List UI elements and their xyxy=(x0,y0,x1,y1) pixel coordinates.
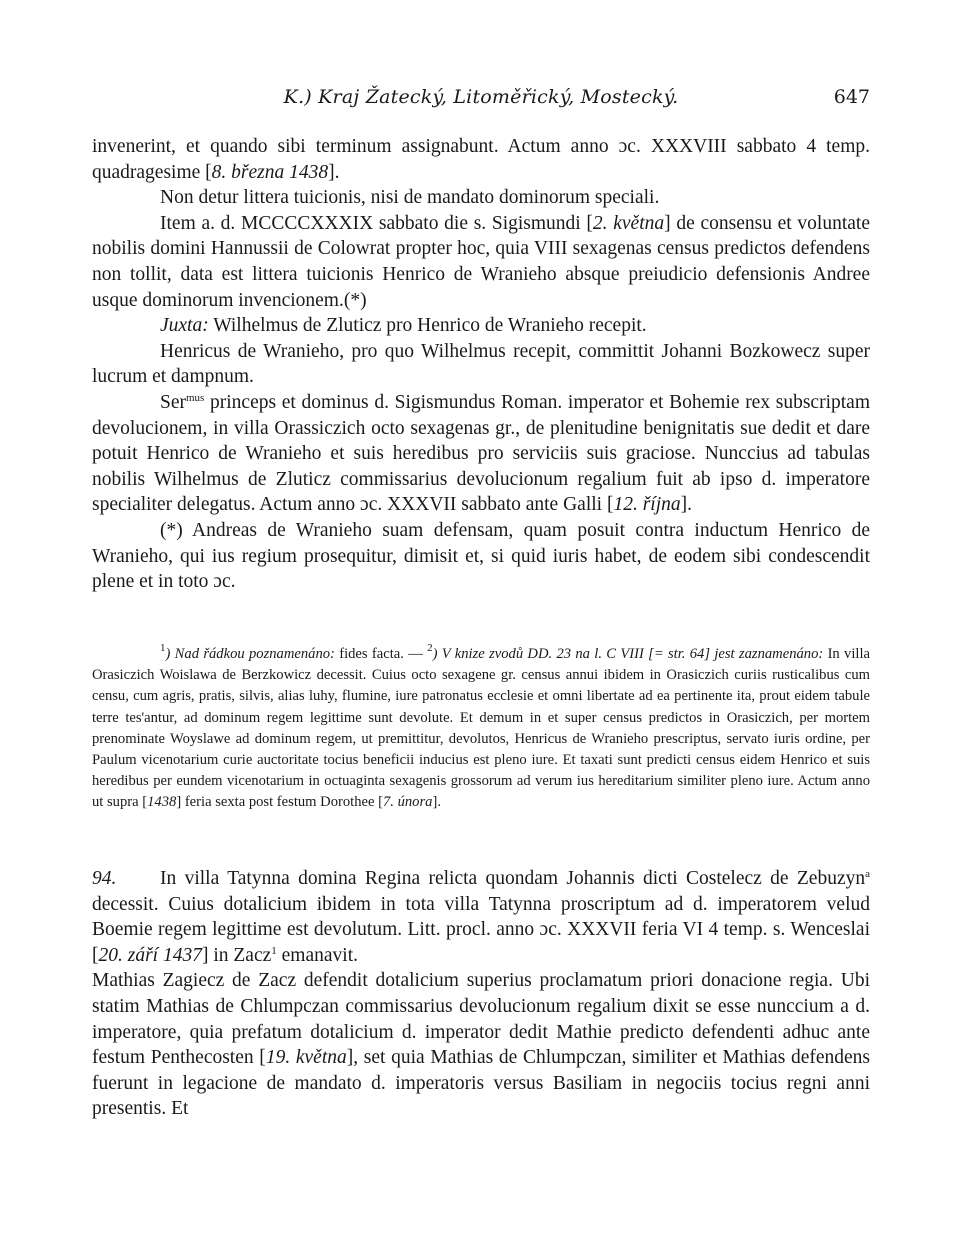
text-run: (*) Andreas de Wranieho suam defensam, quam posuit contra inductum Henrico de Wranieho, qui ius regium prosequitur, dimisit et, si quid iuris habet, de eodem sibi condescendit plene et in toto ɔc. xyxy=(92,519,870,593)
text-run: emanavit. xyxy=(276,944,358,966)
footnotes xyxy=(92,644,870,814)
text-run: ] feria sexta post festum Dorothee [ xyxy=(176,794,383,811)
paragraph xyxy=(92,390,870,518)
editorial-date: 7. února xyxy=(382,794,433,811)
editorial-date: 20. září 1437 xyxy=(98,944,202,966)
footnote xyxy=(92,644,870,814)
text-run: ], set quia Mathias de Chlumpczan, similiter et Mathias defendens fuerunt in legacione de mandato d. imperatoris versus Basiliam in negociis tocius regni anni presentis. Et xyxy=(92,1047,870,1120)
footnote-marker: 1 xyxy=(271,944,277,957)
paragraph xyxy=(92,518,870,595)
text-run: Non detur littera tuicionis, nisi de mandato dominorum speciali. xyxy=(160,187,660,209)
text-run: ] de consensu et voluntate nobilis domini Hannussii de Colowrat propter hoc, quia VIII sexagenas census predictos defendens non tollit, data est littera tuicionis Henrico de Wranieho absque preiudicio defensionis Andree usque dominorum invencionem.(*) xyxy=(92,212,870,311)
paragraph xyxy=(92,211,870,313)
text-run: Wilhelmus de Zluticz pro Henrico de Wranieho recepit. xyxy=(208,315,647,337)
text-run: Henricus de Wranieho, pro quo Wilhelmus recepit, committit Johanni Bozkowecz super lucrum et dampnum. xyxy=(92,340,870,388)
entry-number: 94. xyxy=(92,868,117,889)
entry-94 xyxy=(92,866,870,1122)
editorial-date: 19. května xyxy=(265,1047,347,1069)
paragraph xyxy=(92,339,870,390)
editorial-note: ) V knize zvodů DD. 23 na l. C VIII [= str. 64] jest zaznamenáno: xyxy=(432,646,824,662)
text-run: princeps et dominus d. Sigismundus Roman. imperator et Bohemie rex subscriptam devolucionem, in villa Orassiczich octo sexagenas gr., de plenitudine benignitatis sue dedit et dare potuit Henrico de Wranieho et suis heredibus pro serviciis suis graciose. Nunccius ad tabulas nobilis Wilhelmus de Zluticz commissarius devolucionum regalium fuit ab ipso d. imperatore specialiter delegatus. Actum anno ɔc. XXXVII sabbato ante Galli [ xyxy=(92,391,870,516)
footnote-marker: 1 xyxy=(160,642,166,654)
main-text xyxy=(92,134,870,595)
editorial-note: ) Nad řádkou poznamenáno: xyxy=(165,646,335,662)
text-run: decessit. Cuius dotalicium ibidem in tota villa Tatynna proscriptum ad d. imperatorem velud Boemie regem legittime est devolutum. Litt. procl. anno ɔc. XXXVII feria VI 4 temp. s. Wenceslai [ xyxy=(92,893,870,966)
editorial-note: Juxta: xyxy=(160,315,209,337)
paragraph xyxy=(92,968,870,1122)
superscript: mus xyxy=(186,391,205,404)
page-header xyxy=(92,86,870,116)
editorial-date: 8. března 1438 xyxy=(211,161,329,183)
page-number: 647 xyxy=(833,86,870,108)
footnote-marker: 2 xyxy=(427,642,433,654)
paragraph xyxy=(92,866,870,968)
text-run: Ser xyxy=(160,391,186,413)
text-run: ]. xyxy=(328,161,340,183)
text-run: ] in Zacz xyxy=(201,944,272,966)
editorial-date: 2. května xyxy=(592,212,665,234)
text-run: fides facta. — xyxy=(334,646,428,662)
paragraph xyxy=(92,134,870,185)
text-run: ]. xyxy=(680,494,693,516)
paragraph xyxy=(92,313,870,339)
text-run: In villa Orasiczich Woislawa de Berzkowicz decessit. Cuius octo sexagene gr. census annui ibidem in Orasiczich curiis rusticalibus cum censu, cum agris, pratis, silvis, alias luhy, flumine, iure patronatus ecclesie et omni libertate ad ea pertinente ita, prout eidem tabule terre tes'antur, ad dominum regem legittime sunt devolute. xyxy=(92,646,870,726)
editorial-date: 1438 xyxy=(147,794,177,811)
text-run: invenerint, et quando sibi terminum assignabunt. Actum anno ɔc. XXXVIII sabbato 4 temp. quadragesime [ xyxy=(92,136,870,183)
running-head: K.) Kraj Žatecký, Litoměřický, Mostecký. xyxy=(283,86,679,108)
paragraph xyxy=(92,185,870,211)
text-run: In villa Tatynna domina Regina relicta quondam Johannis dicti Costelecz de Zebuzyn xyxy=(160,868,866,889)
superscript: a xyxy=(865,868,870,880)
text-run: Mathias Zagiecz de Zacz defendit dotalicium superius proclamatum priori donacione regia. Ubi statim Mathias de Chlumpczan commissarius devolucionum regalium dixit se esse nunccium a d. imperatore, quia prefatum dotalicium d. imperator dedit Mathie predicto defendenti adhuc ante festum Penthecosten [ xyxy=(92,970,870,1069)
text-run: ]. xyxy=(432,794,441,811)
text-run: Et demum in et super census predictos in Orasiczich, per mortem prenominate Woyslawe ad dominum regem, ut premittitur, devolutos, Henricus de Wranieho prescriptus, servato iuris ordine, per Paulum vicenotarium curie auctoritate tocius beneficii inducius est pleno iure. Et taxati sunt predicti census eidem Henrico et suis heredibus per eundem vicenotarium in octuaginta sexagenis grossorum ad verum ius hereditarium similiter pleno iure. Actum anno ut supra [ xyxy=(92,709,871,811)
text-run: Item a. d. MCCCCXXXIX sabbato die s. Sigismundi [ xyxy=(160,212,593,234)
editorial-date: 12. října xyxy=(613,494,681,516)
